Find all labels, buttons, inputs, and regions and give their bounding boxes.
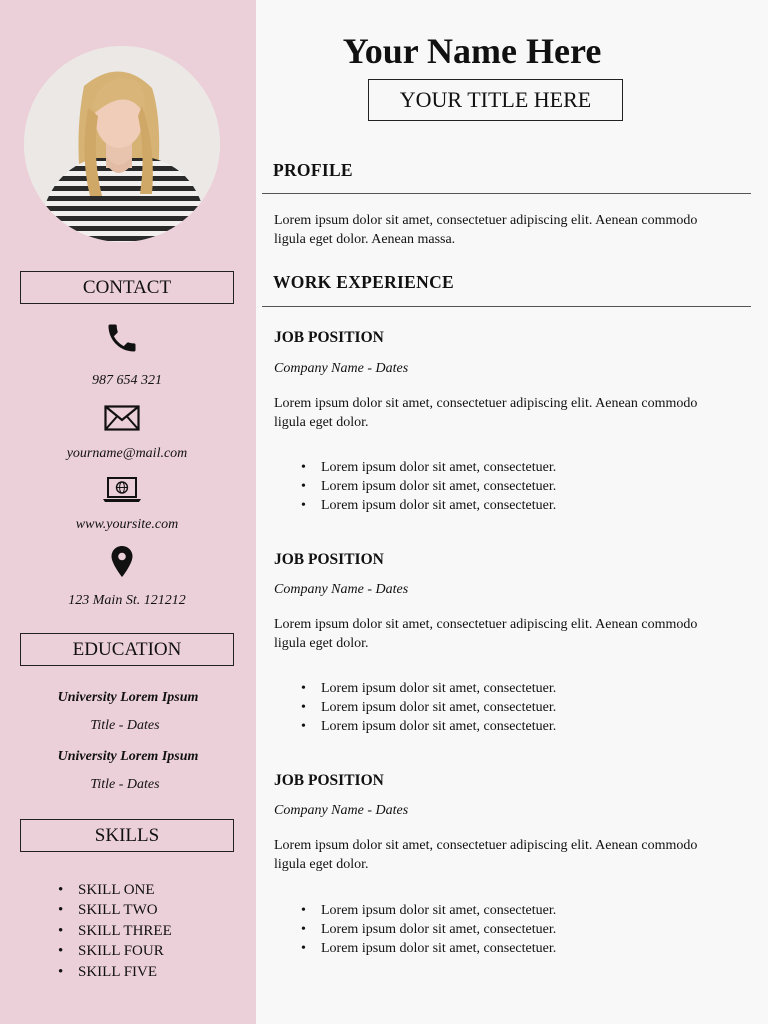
skills-list — [58, 880, 172, 982]
profile-photo — [24, 46, 220, 242]
job-company: Company Name - Dates — [274, 582, 409, 597]
work-experience-heading: WORK EXPERIENCE — [273, 272, 454, 292]
skill-item: • SKILL THREE — [58, 921, 172, 941]
profile-text: Lorem ipsum dolor sit amet, consectetuer adipiscing elit. Aenean commodo ligula eget dolor. Aenean massa. — [274, 213, 698, 247]
job-company: Company Name - Dates — [274, 361, 409, 376]
location-pin-icon — [0, 546, 244, 578]
education-school-2: University Lorem Ipsum — [57, 749, 199, 764]
skill-item: • SKILL FIVE — [58, 962, 172, 982]
job-company: Company Name - Dates — [274, 803, 409, 818]
job-position: JOB POSITION — [274, 772, 384, 789]
job-bullet: • Lorem ipsum dolor sit amet, consectetuer. — [301, 718, 556, 737]
job-bullet: • Lorem ipsum dolor sit amet, consectetuer. — [301, 478, 556, 497]
education-title-2: Title - Dates — [90, 777, 160, 792]
education-school-1: University Lorem Ipsum — [57, 690, 199, 705]
contact-address-text: 123 Main St. 121212 — [68, 593, 186, 608]
skills-heading: SKILLS — [20, 819, 234, 852]
job-bullet: • Lorem ipsum dolor sit amet, consectetuer. — [301, 940, 556, 959]
resume-name: Your Name Here — [342, 31, 602, 71]
contact-phone-text: 987 654 321 — [92, 373, 162, 388]
job-bullets — [301, 459, 556, 515]
skill-item: • SKILL FOUR — [58, 941, 172, 961]
resume-title: YOUR TITLE HERE — [368, 79, 623, 121]
job-position: JOB POSITION — [274, 329, 384, 346]
job-bullet: • Lorem ipsum dolor sit amet, consectetuer. — [301, 902, 556, 921]
mail-icon — [0, 405, 244, 431]
education-heading: EDUCATION — [20, 633, 234, 666]
job-bullet: • Lorem ipsum dolor sit amet, consectetuer. — [301, 921, 556, 940]
education-title-1: Title - Dates — [90, 718, 160, 733]
job-bullet: • Lorem ipsum dolor sit amet, consectetuer. — [301, 497, 556, 516]
laptop-globe-icon — [0, 476, 244, 504]
skill-item: • SKILL TWO — [58, 900, 172, 920]
job-bullet: • Lorem ipsum dolor sit amet, consectetuer. — [301, 459, 556, 478]
job-description: Lorem ipsum dolor sit amet, consectetuer adipiscing elit. Aenean commodo ligula eget dolor. — [274, 617, 698, 651]
sidebar — [0, 0, 256, 1024]
job-bullet: • Lorem ipsum dolor sit amet, consectetuer. — [301, 699, 556, 718]
job-position: JOB POSITION — [274, 551, 384, 568]
job-bullets — [301, 902, 556, 958]
contact-email-text: yourname@mail.com — [66, 446, 188, 461]
phone-icon — [0, 320, 244, 356]
job-bullet: • Lorem ipsum dolor sit amet, consectetuer. — [301, 680, 556, 699]
main-content — [256, 0, 768, 1024]
profile-divider — [262, 193, 751, 194]
job-description: Lorem ipsum dolor sit amet, consectetuer adipiscing elit. Aenean commodo ligula eget dolor. — [274, 838, 698, 872]
work-experience-divider — [262, 306, 751, 307]
job-description: Lorem ipsum dolor sit amet, consectetuer adipiscing elit. Aenean commodo ligula eget dolor. — [274, 396, 698, 430]
contact-website-text: www.yoursite.com — [75, 517, 179, 532]
contact-heading: CONTACT — [20, 271, 234, 304]
job-bullets — [301, 680, 556, 736]
profile-heading: PROFILE — [273, 160, 353, 180]
skill-item: • SKILL ONE — [58, 880, 172, 900]
